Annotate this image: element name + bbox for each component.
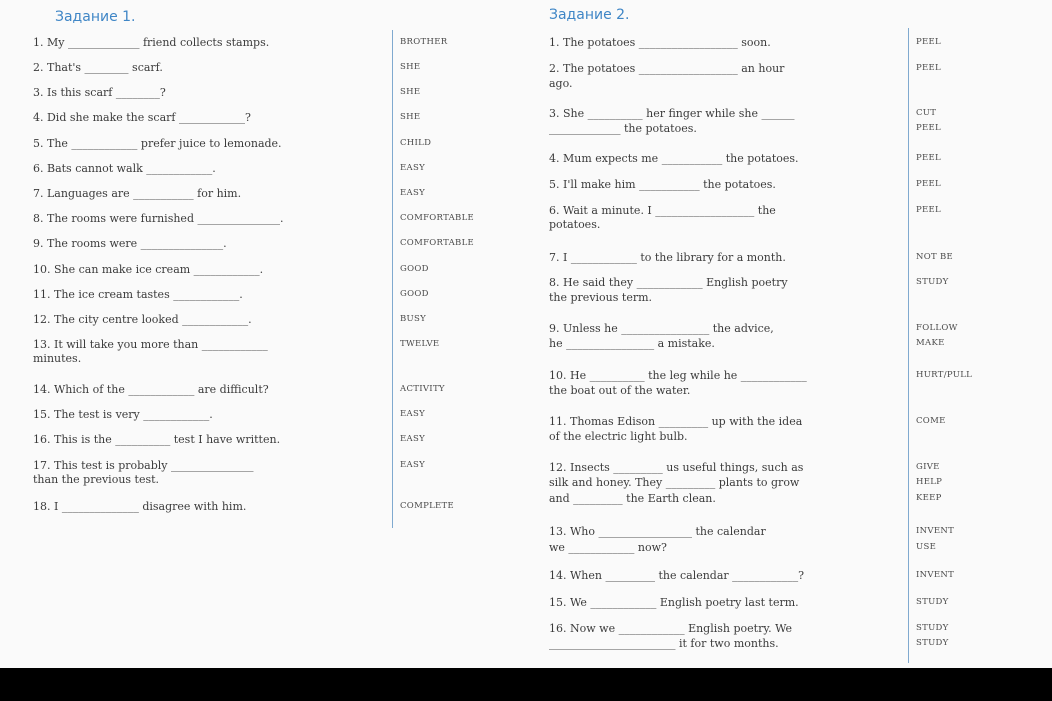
exercise-line: ago. (549, 77, 573, 90)
keyword-label: SHE (400, 62, 421, 72)
exercise-line: 3. She __________ her finger while she ______ (549, 107, 795, 120)
keyword-label: COMFORTABLE (400, 213, 475, 223)
exercise-line: potatoes. (549, 218, 601, 231)
exercise-line: 14. When _________ the calendar ____________? (549, 569, 805, 582)
exercise-line: 15. The test is very ____________. (33, 408, 213, 421)
exercise-line: 14. Which of the ____________ are difficult? (33, 383, 269, 396)
task1-title: Задание 1. (55, 9, 136, 25)
exercise-line: 1. My _____________ friend collects stamps. (33, 36, 270, 49)
keyword-label: BUSY (400, 314, 427, 324)
keyword-label: STUDY (916, 597, 949, 607)
keyword-label: FOLLOW (916, 323, 958, 333)
keyword-label: GOOD (400, 264, 429, 274)
exercise-line: 16. This is the __________ test I have written. (33, 433, 281, 446)
keyword-label: KEEP (916, 493, 942, 503)
keyword-label: SHE (400, 87, 421, 97)
keyword-label: STUDY (916, 638, 949, 648)
keyword-label: EASY (400, 434, 425, 444)
keyword-label: COME (916, 416, 946, 426)
exercise-line: 8. The rooms were furnished _______________. (33, 212, 284, 225)
keyword-label: INVENT (916, 526, 955, 536)
exercise-line: 12. Insects _________ us useful things, such as (549, 461, 804, 474)
keyword-label: PEEL (916, 63, 941, 73)
task2-title: Задание 2. (549, 7, 630, 23)
exercise-line: 2. The potatoes __________________ an hour (549, 62, 785, 75)
exercise-line: 10. He __________ the leg while he ____________ (549, 369, 807, 382)
exercise-line: 13. Who _________________ the calendar (549, 525, 766, 538)
exercise-line: 9. The rooms were _______________. (33, 237, 227, 250)
exercise-line: 4. Did she make the scarf ____________? (33, 111, 251, 124)
exercise-line: 3. Is this scarf ________? (33, 86, 166, 99)
keyword-label: ACTIVITY (400, 384, 445, 394)
exercise-line: 1. The potatoes __________________ soon. (549, 36, 771, 49)
keyword-label: PEEL (916, 37, 941, 47)
exercise-line: we ____________ now? (549, 541, 667, 554)
exercise-line: 11. The ice cream tastes ____________. (33, 288, 243, 301)
keyword-label: GOOD (400, 289, 429, 299)
exercise-line: 10. She can make ice cream ____________. (33, 263, 264, 276)
exercise-line: he ________________ a mistake. (549, 337, 715, 350)
keyword-label: CHILD (400, 138, 432, 148)
keyword-label: TWELVE (400, 339, 440, 349)
task1-key-divider (392, 30, 393, 528)
keyword-label: PEEL (916, 205, 941, 215)
exercise-line: 12. The city centre looked ____________. (33, 313, 252, 326)
keyword-label: PEEL (916, 179, 941, 189)
exercise-line: 18. I ______________ disagree with him. (33, 500, 247, 513)
exercise-line: and _________ the Earth clean. (549, 492, 716, 505)
keyword-label: INVENT (916, 570, 955, 580)
keyword-label: GIVE (916, 462, 940, 472)
keyword-label: EASY (400, 409, 425, 419)
exercise-line: 9. Unless he ________________ the advice, (549, 322, 774, 335)
exercise-line: 11. Thomas Edison _________ up with the idea (549, 415, 803, 428)
keyword-label: CUT (916, 108, 937, 118)
exercise-line: 7. I ____________ to the library for a month. (549, 251, 786, 264)
exercise-line: 15. We ____________ English poetry last term. (549, 596, 799, 609)
keyword-label: BROTHER (400, 37, 448, 47)
keyword-label: USE (916, 542, 937, 552)
exercise-line: 2. That's ________ scarf. (33, 61, 163, 74)
keyword-label: STUDY (916, 623, 949, 633)
keyword-label: COMFORTABLE (400, 238, 475, 248)
keyword-label: EASY (400, 188, 425, 198)
keyword-label: EASY (400, 460, 425, 470)
exercise-line: 5. I'll make him ___________ the potatoes. (549, 178, 776, 191)
exercise-line: than the previous test. (33, 473, 160, 486)
exercise-line: 6. Bats cannot walk ____________. (33, 162, 216, 175)
exercise-line: 16. Now we ____________ English poetry. We (549, 622, 793, 635)
keyword-label: EASY (400, 163, 425, 173)
exercise-line: 8. He said they ____________ English poetry (549, 276, 788, 289)
keyword-label: SHE (400, 112, 421, 122)
exercise-line: the previous term. (549, 291, 653, 304)
keyword-label: HELP (916, 477, 943, 487)
exercise-line: 13. It will take you more than ____________ (33, 338, 268, 351)
keyword-label: NOT BE (916, 252, 954, 262)
exercise-line: 4. Mum expects me ___________ the potatoes. (549, 152, 799, 165)
exercise-line: of the electric light bulb. (549, 430, 688, 443)
keyword-label: MAKE (916, 338, 945, 348)
exercise-line: 7. Languages are ___________ for him. (33, 187, 242, 200)
exercise-line: 6. Wait a minute. I __________________ the (549, 204, 776, 217)
keyword-label: STUDY (916, 277, 949, 287)
keyword-label: PEEL (916, 123, 941, 133)
keyword-label: COMPLETE (400, 501, 455, 511)
exercise-line: 17. This test is probably _______________ (33, 459, 254, 472)
exercise-line: _____________ the potatoes. (549, 122, 697, 135)
exercise-line: _______________________ it for two months. (549, 637, 779, 650)
keyword-label: PEEL (916, 153, 941, 163)
exercise-line: minutes. (33, 352, 82, 365)
task2-key-divider (908, 28, 909, 663)
exercise-line: silk and honey. They _________ plants to grow (549, 476, 800, 489)
exercise-line: the boat out of the water. (549, 384, 691, 397)
exercise-line: 5. The ____________ prefer juice to lemonade. (33, 137, 282, 150)
black-bottom-bar (0, 668, 1052, 701)
keyword-label: HURT/PULL (916, 370, 973, 380)
